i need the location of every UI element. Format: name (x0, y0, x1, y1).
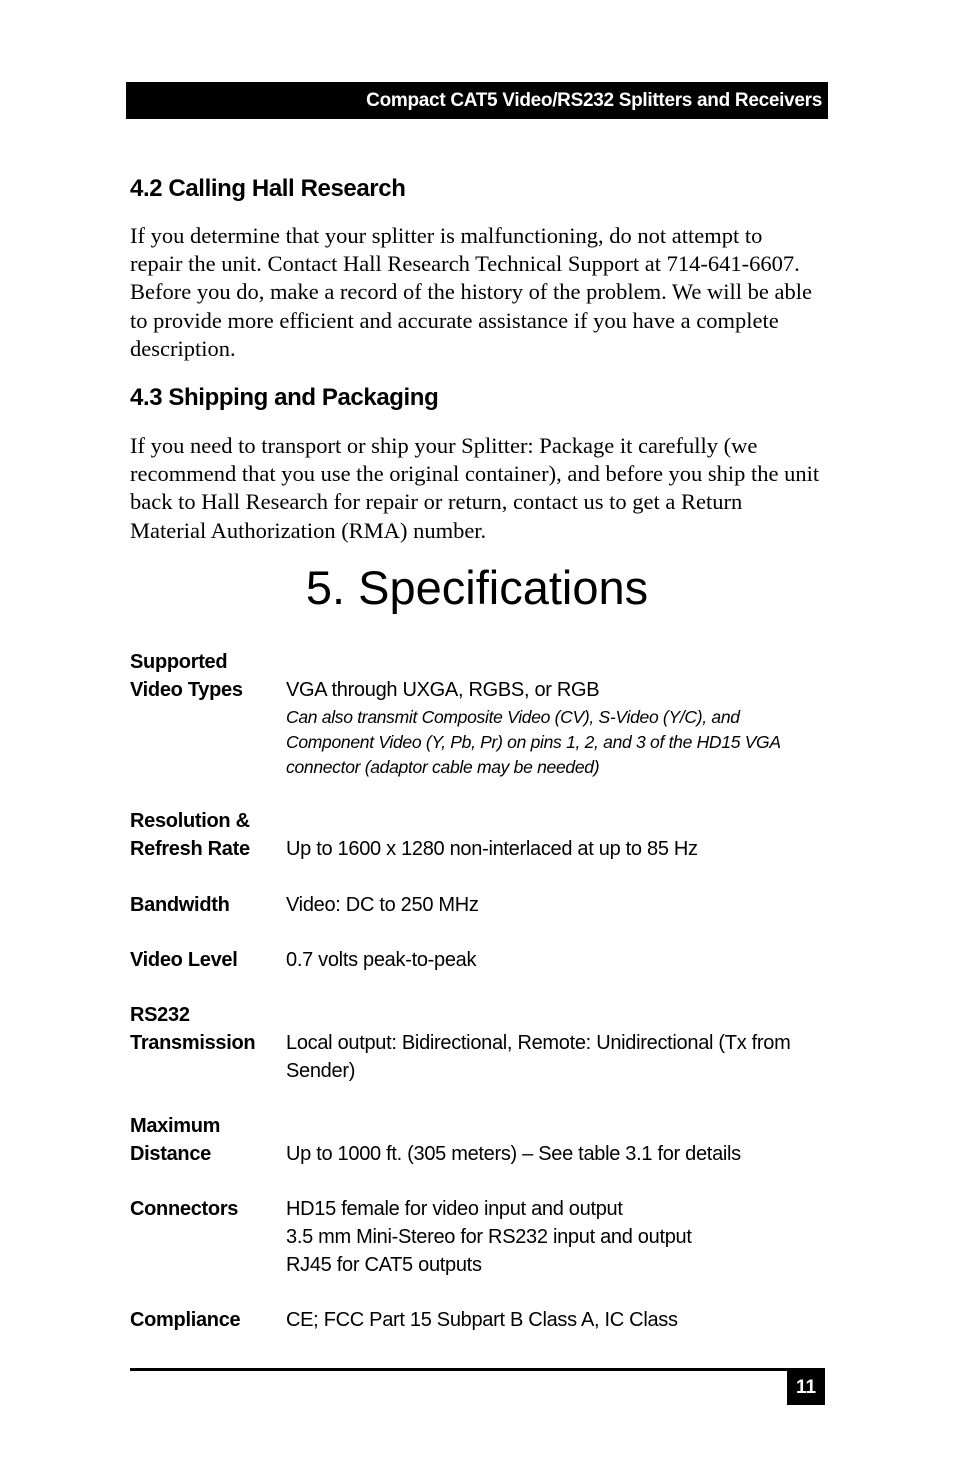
section-heading-shipping: 4.3 Shipping and Packaging (130, 384, 439, 411)
section-body-calling: If you determine that your splitter is malfunctioning, do not attempt to repair the unit. Contact Hall Research Technical Support at 714-641-6607. Before you do, make a record of the history of the problem. We will be able to provide more efficient and accurate assistance if you have a complete description. (130, 223, 812, 361)
chapter-title: 5. Specifications (305, 561, 649, 614)
spec-note-video-types: Can also transmit Composite Video (CV), S-Video (Y/C), and Component Video (Y, Pb, Pr) on pins 1, 2, and 3 of the HD15 VGA connector (adaptor cable may be needed) (286, 707, 781, 777)
spec-label-rs232: RS232 Transmission (130, 1004, 256, 1054)
spec-value-connectors: HD15 female for video input and output 3.5 mm Mini-Stereo for RS232 input and output RJ45 for CAT5 outputs (286, 1198, 692, 1276)
spec-value-rs232: Local output: Bidirectional, Remote: Unidirectional (Tx from Sender) (286, 1032, 791, 1082)
spec-value-distance: Up to 1000 ft. (305 meters) – See table 3.1 for details (286, 1143, 741, 1165)
section-heading-calling: 4.2 Calling Hall Research (130, 175, 406, 202)
spec-value-video-types: VGA through UXGA, RGBS, or RGB (286, 679, 600, 701)
spec-value-compliance: CE; FCC Part 15 Subpart B Class A, IC Class (286, 1309, 678, 1331)
section-body-shipping: If you need to transport or ship your Splitter: Package it carefully (we recommend that you use the original container), and before you ship the unit back to Hall Research for repair or return, contact us to get a Return Material Authorization (RMA) number. (130, 433, 820, 543)
spec-label-compliance: Compliance (130, 1309, 241, 1331)
spec-value-video-level: 0.7 volts peak-to-peak (286, 949, 477, 971)
running-header: Compact CAT5 Video/RS232 Splitters and Receivers (126, 82, 828, 119)
spec-label-connectors: Connectors (130, 1198, 239, 1220)
spec-label-video-level: Video Level (130, 949, 238, 971)
spec-label-distance: Maximum Distance (130, 1115, 221, 1165)
page-number: 11 (787, 1371, 825, 1405)
footer-rule (130, 1368, 825, 1371)
spec-label-video-types: Supported Video Types (130, 651, 243, 701)
spec-value-resolution: Up to 1600 x 1280 non-interlaced at up to 85 Hz (286, 838, 698, 860)
spec-label-bandwidth: Bandwidth (130, 894, 230, 916)
spec-value-bandwidth: Video: DC to 250 MHz (286, 894, 479, 916)
spec-label-resolution: Resolution & Refresh Rate (130, 810, 250, 860)
